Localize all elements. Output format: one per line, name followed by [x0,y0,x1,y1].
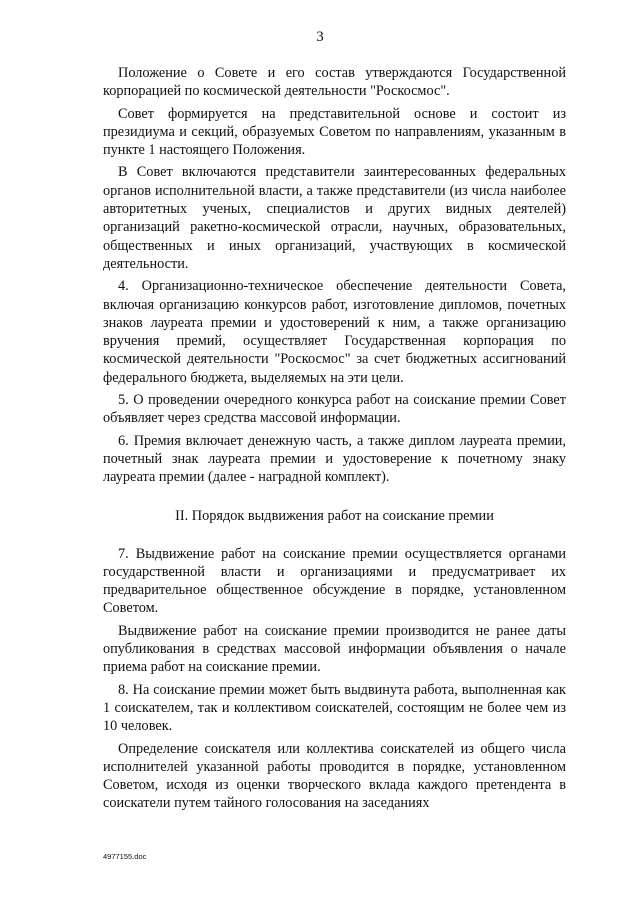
paragraph: Определение соискателя или коллектива соискателей из общего числа исполнителей указанной работы проводится в порядке, установленном Советом, исходя из оценки творческого вклада каждого претендента в соискатели путем тайного голосования на заседаниях [103,740,566,812]
paragraph: 4. Организационно-техническое обеспечение деятельности Совета, включая организацию конкурсов работ, изготовление дипломов, почетных знаков лауреата премии и удостоверений к ним, а также организацию вручения премий, осуществляет Государственная корпорация по космической деятельности "Роскосмос" за счет бюджетных ассигнований федерального бюджета, выделяемых на эти цели. [103,278,566,386]
paragraph: 5. О проведении очередного конкурса работ на соискание премии Совет объявляет через средства массовой информации. [103,392,566,427]
paragraph: Совет формируется на представительной основе и состоит из президиума и секций, образуемых Советом по направлениям, указанным в пункте 1 настоящего Положения. [103,105,566,159]
section-heading: II. Порядок выдвижения работ на соискание премии [175,507,494,524]
paragraph: 8. На соискание премии может быть выдвинута работа, выполненная как 1 соискателем, так и коллективом соискателей, состоящим не более чем из 10 человек. [103,681,566,735]
paragraph: В Совет включаются представители заинтересованных федеральных органов исполнительной власти, а также представители (из числа наиболее авторитетных ученых, специалистов и других видных деятелей) организаций ракетно-космической отрасли, научных, образовательных, общественных и иных организаций, участвующих в космической деятельности. [103,164,566,272]
paragraph: Положение о Совете и его состав утверждаются Государственной корпорацией по космической деятельности "Роскосмос". [103,65,566,100]
footer-file-code: 4977155.doc [103,852,147,861]
paragraph: Выдвижение работ на соискание премии производится не ранее даты опубликования в средствах массовой информации объявления о начале приема работ на соискание премии. [103,622,566,676]
document-body [103,64,566,817]
paragraph: 6. Премия включает денежную часть, а также диплом лауреата премии, почетный знак лауреата премии и удостоверение к почетному знаку лауреата премии (далее - наградной комплект). [103,432,566,486]
paragraph: 7. Выдвижение работ на соискание премии осуществляется органами государственной власти и организациями и предусматривает их предварительное общественное обсуждение в порядке, установленном Советом. [103,545,566,617]
page-number: 3 [316,29,324,45]
